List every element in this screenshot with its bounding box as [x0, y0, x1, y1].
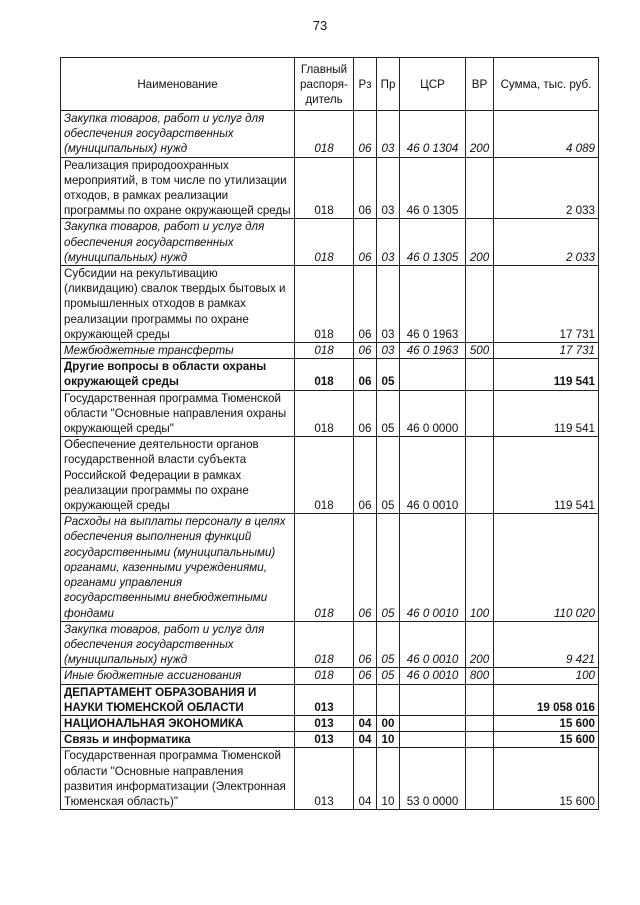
cell-sum: 119 541 [494, 359, 599, 390]
cell-rz: 04 [354, 748, 377, 810]
table-row [61, 343, 599, 359]
cell-vr [466, 715, 494, 731]
cell-rz: 06 [354, 219, 377, 266]
cell-pr: 05 [377, 514, 400, 621]
cell-vr [466, 684, 494, 715]
cell-csr [400, 359, 466, 390]
cell-vr: 200 [466, 621, 494, 668]
table-row [61, 514, 599, 621]
cell-sum: 110 020 [494, 514, 599, 621]
cell-pr: 00 [377, 715, 400, 731]
cell-sum: 2 033 [494, 219, 599, 266]
header-name: Наименование [61, 58, 295, 111]
cell-rz: 06 [354, 111, 377, 158]
cell-admin: 018 [295, 621, 354, 668]
cell-admin: 018 [295, 359, 354, 390]
cell-csr: 46 0 0000 [400, 390, 466, 437]
cell-admin: 013 [295, 684, 354, 715]
table-row [61, 157, 599, 219]
cell-pr: 05 [377, 668, 400, 684]
cell-rz: 06 [354, 390, 377, 437]
cell-sum: 15 600 [494, 715, 599, 731]
header-admin: Главный распоря-дитель [295, 58, 354, 111]
cell-pr: 10 [377, 748, 400, 810]
header-sum: Сумма, тыс. руб. [494, 58, 599, 111]
cell-sum: 100 [494, 668, 599, 684]
cell-csr [400, 684, 466, 715]
header-csr: ЦСР [400, 58, 466, 111]
cell-name: Реализация природоохранных мероприятий, в том числе по утилизации отходов, в рамках реализации программы по охране окружающей среды [61, 157, 295, 219]
cell-name: Связь и информатика [61, 732, 295, 748]
table-row [61, 437, 599, 514]
cell-vr [466, 390, 494, 437]
cell-name: Закупка товаров, работ и услуг для обеспечения государственных (муниципальных) нужд [61, 219, 295, 266]
cell-vr [466, 157, 494, 219]
cell-vr [466, 266, 494, 343]
cell-admin: 013 [295, 715, 354, 731]
cell-rz: 06 [354, 157, 377, 219]
cell-pr: 10 [377, 732, 400, 748]
table-header-row [61, 58, 599, 111]
cell-vr [466, 437, 494, 514]
cell-rz [354, 684, 377, 715]
cell-rz: 06 [354, 266, 377, 343]
cell-csr: 46 0 0010 [400, 668, 466, 684]
cell-csr [400, 732, 466, 748]
cell-sum: 119 541 [494, 390, 599, 437]
cell-pr: 03 [377, 157, 400, 219]
cell-admin: 013 [295, 732, 354, 748]
cell-name: Другие вопросы в области охраны окружающей среды [61, 359, 295, 390]
cell-vr: 200 [466, 219, 494, 266]
cell-pr: 03 [377, 343, 400, 359]
cell-rz: 04 [354, 732, 377, 748]
header-pr: Пр [377, 58, 400, 111]
cell-name: Государственная программа Тюменской области "Основные направления развития информатизации (Электронная Тюменская область)" [61, 748, 295, 810]
cell-pr: 03 [377, 111, 400, 158]
page-number: 73 [312, 18, 328, 33]
cell-admin: 018 [295, 266, 354, 343]
cell-rz: 06 [354, 359, 377, 390]
cell-admin: 018 [295, 157, 354, 219]
cell-csr: 46 0 0010 [400, 514, 466, 621]
cell-rz: 06 [354, 514, 377, 621]
cell-admin: 018 [295, 219, 354, 266]
cell-sum: 15 600 [494, 748, 599, 810]
cell-pr: 05 [377, 390, 400, 437]
cell-sum: 17 731 [494, 343, 599, 359]
header-rz: Рз [354, 58, 377, 111]
budget-table [60, 57, 599, 810]
table-row [61, 715, 599, 731]
table-row [61, 219, 599, 266]
cell-csr: 46 0 1963 [400, 266, 466, 343]
table-row [61, 390, 599, 437]
cell-csr: 46 0 0010 [400, 437, 466, 514]
cell-vr: 200 [466, 111, 494, 158]
cell-rz: 06 [354, 437, 377, 514]
cell-name: Обеспечение деятельности органов государственной власти субъекта Российской Федерации в рамках реализации программы по охране окружающей среды [61, 437, 295, 514]
cell-name: Расходы на выплаты персоналу в целях обеспечения выполнения функций государственными (муниципальными) органами, казенными учреждениями, органами управления государственными внебюджетными фондами [61, 514, 295, 621]
cell-sum: 17 731 [494, 266, 599, 343]
cell-vr: 800 [466, 668, 494, 684]
cell-name: Закупка товаров, работ и услуг для обеспечения государственных (муниципальных) нужд [61, 111, 295, 158]
table-row [61, 732, 599, 748]
cell-name: НАЦИОНАЛЬНАЯ ЭКОНОМИКА [61, 715, 295, 731]
cell-admin: 013 [295, 748, 354, 810]
cell-admin: 018 [295, 514, 354, 621]
table-row [61, 748, 599, 810]
table-row [61, 359, 599, 390]
cell-sum: 2 033 [494, 157, 599, 219]
cell-vr [466, 359, 494, 390]
cell-csr: 53 0 0000 [400, 748, 466, 810]
table-row [61, 621, 599, 668]
cell-pr: 05 [377, 437, 400, 514]
cell-pr: 03 [377, 219, 400, 266]
cell-sum: 15 600 [494, 732, 599, 748]
cell-csr: 46 0 1963 [400, 343, 466, 359]
cell-name: Субсидии на рекультивацию (ликвидацию) свалок твердых бытовых и промышленных отходов в рамках реализации программы по охране окружающей среды [61, 266, 295, 343]
cell-sum: 119 541 [494, 437, 599, 514]
cell-csr [400, 715, 466, 731]
cell-rz: 06 [354, 621, 377, 668]
cell-rz: 06 [354, 668, 377, 684]
cell-admin: 018 [295, 343, 354, 359]
cell-name: Межбюджетные трансферты [61, 343, 295, 359]
cell-name: ДЕПАРТАМЕНТ ОБРАЗОВАНИЯ И НАУКИ ТЮМЕНСКОЙ ОБЛАСТИ [61, 684, 295, 715]
cell-rz: 04 [354, 715, 377, 731]
cell-vr: 500 [466, 343, 494, 359]
cell-csr: 46 0 1305 [400, 157, 466, 219]
header-vr: ВР [466, 58, 494, 111]
cell-admin: 018 [295, 668, 354, 684]
cell-rz: 06 [354, 343, 377, 359]
cell-name: Иные бюджетные ассигнования [61, 668, 295, 684]
table-row [61, 684, 599, 715]
cell-csr: 46 0 1304 [400, 111, 466, 158]
cell-name: Закупка товаров, работ и услуг для обеспечения государственных (муниципальных) нужд [61, 621, 295, 668]
cell-pr: 05 [377, 359, 400, 390]
cell-vr [466, 748, 494, 810]
cell-csr: 46 0 0010 [400, 621, 466, 668]
cell-sum: 9 421 [494, 621, 599, 668]
table-row [61, 668, 599, 684]
cell-pr [377, 684, 400, 715]
cell-sum: 19 058 016 [494, 684, 599, 715]
cell-sum: 4 089 [494, 111, 599, 158]
cell-admin: 018 [295, 437, 354, 514]
cell-csr: 46 0 1305 [400, 219, 466, 266]
cell-pr: 03 [377, 266, 400, 343]
cell-pr: 05 [377, 621, 400, 668]
cell-vr: 100 [466, 514, 494, 621]
cell-vr [466, 732, 494, 748]
table-row [61, 266, 599, 343]
table-row [61, 111, 599, 158]
cell-name: Государственная программа Тюменской области "Основные направления охраны окружающей среды" [61, 390, 295, 437]
cell-admin: 018 [295, 111, 354, 158]
cell-admin: 018 [295, 390, 354, 437]
